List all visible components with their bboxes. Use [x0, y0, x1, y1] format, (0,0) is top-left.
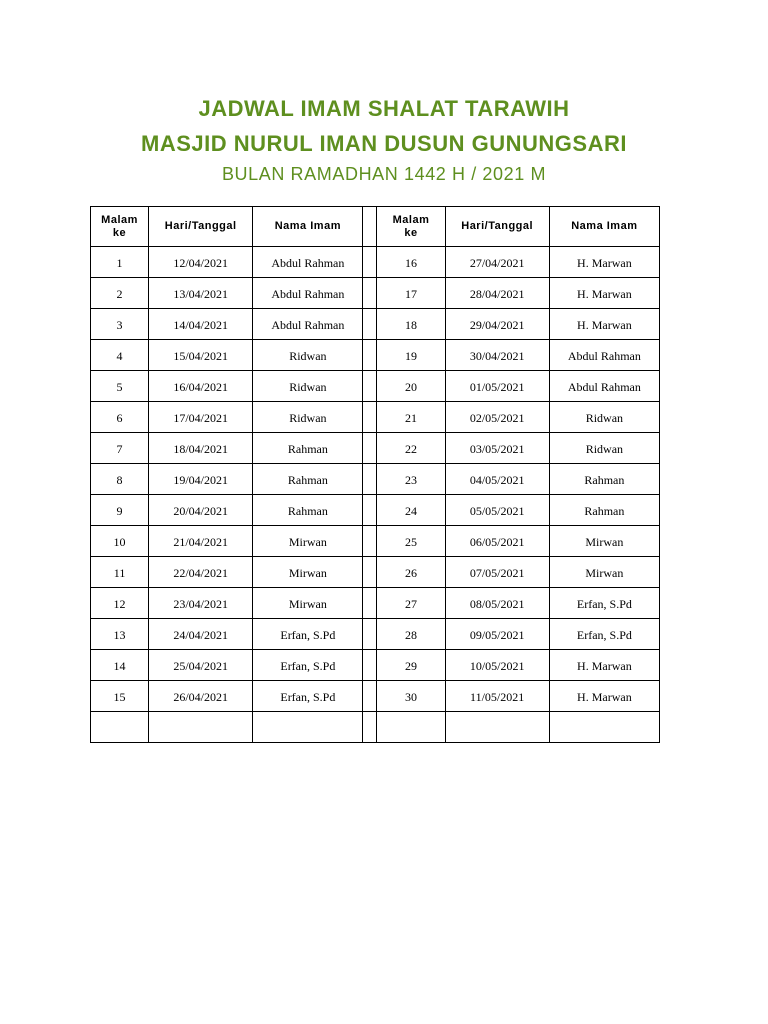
header-malam-ke: Malam ke	[91, 207, 149, 247]
cell-malam: 12	[91, 588, 149, 619]
table-row	[91, 464, 660, 495]
column-divider	[363, 371, 377, 402]
table-row	[91, 588, 660, 619]
column-divider	[363, 650, 377, 681]
cell-tanggal: 08/05/2021	[445, 588, 549, 619]
table-row	[91, 526, 660, 557]
cell-imam: Erfan, S.Pd	[253, 619, 363, 650]
cell-imam: Mirwan	[253, 526, 363, 557]
cell-malam: 14	[91, 650, 149, 681]
table-row	[91, 619, 660, 650]
table-row	[91, 495, 660, 526]
cell-imam: Rahman	[549, 464, 659, 495]
cell-tanggal: 25/04/2021	[149, 650, 253, 681]
header-nama-imam: Nama Imam	[549, 207, 659, 247]
cell-tanggal: 01/05/2021	[445, 371, 549, 402]
cell-tanggal: 18/04/2021	[149, 433, 253, 464]
cell-imam: H. Marwan	[549, 681, 659, 712]
cell-tanggal: 04/05/2021	[445, 464, 549, 495]
column-divider	[363, 495, 377, 526]
cell-imam: Rahman	[253, 495, 363, 526]
mosque-name: MASJID NURUL IMAN DUSUN GUNUNGSARI	[141, 131, 627, 156]
cell-imam: Ridwan	[549, 433, 659, 464]
cell-malam: 28	[377, 619, 445, 650]
cell-tanggal: 11/05/2021	[445, 681, 549, 712]
cell-malam: 17	[377, 278, 445, 309]
table-row	[91, 278, 660, 309]
cell-imam: Erfan, S.Pd	[549, 588, 659, 619]
cell-malam: 21	[377, 402, 445, 433]
header-malam-ke: Malam ke	[377, 207, 445, 247]
column-divider	[363, 464, 377, 495]
column-divider	[363, 526, 377, 557]
cell-malam: 8	[91, 464, 149, 495]
empty-cell	[377, 712, 445, 743]
cell-malam: 15	[91, 681, 149, 712]
cell-tanggal: 12/04/2021	[149, 247, 253, 278]
header-hari-tanggal: Hari/Tanggal	[445, 207, 549, 247]
column-divider	[363, 588, 377, 619]
cell-tanggal: 17/04/2021	[149, 402, 253, 433]
cell-malam: 22	[377, 433, 445, 464]
cell-imam: H. Marwan	[549, 309, 659, 340]
column-divider	[363, 712, 377, 743]
cell-malam: 5	[91, 371, 149, 402]
empty-cell	[445, 712, 549, 743]
column-divider	[363, 247, 377, 278]
cell-imam: H. Marwan	[549, 247, 659, 278]
cell-imam: Erfan, S.Pd	[253, 681, 363, 712]
cell-tanggal: 10/05/2021	[445, 650, 549, 681]
cell-imam: H. Marwan	[549, 278, 659, 309]
table-row	[91, 340, 660, 371]
cell-tanggal: 24/04/2021	[149, 619, 253, 650]
cell-malam: 18	[377, 309, 445, 340]
table-row	[91, 681, 660, 712]
cell-imam: Ridwan	[549, 402, 659, 433]
cell-imam: Rahman	[549, 495, 659, 526]
column-divider	[363, 557, 377, 588]
cell-tanggal: 22/04/2021	[149, 557, 253, 588]
cell-malam: 29	[377, 650, 445, 681]
cell-malam: 4	[91, 340, 149, 371]
cell-tanggal: 23/04/2021	[149, 588, 253, 619]
cell-tanggal: 15/04/2021	[149, 340, 253, 371]
header-nama-imam: Nama Imam	[253, 207, 363, 247]
table-row	[91, 650, 660, 681]
cell-tanggal: 13/04/2021	[149, 278, 253, 309]
cell-malam: 16	[377, 247, 445, 278]
empty-cell	[549, 712, 659, 743]
cell-tanggal: 14/04/2021	[149, 309, 253, 340]
cell-malam: 26	[377, 557, 445, 588]
cell-imam: Abdul Rahman	[549, 340, 659, 371]
column-divider	[363, 278, 377, 309]
cell-tanggal: 19/04/2021	[149, 464, 253, 495]
cell-imam: Ridwan	[253, 340, 363, 371]
cell-tanggal: 26/04/2021	[149, 681, 253, 712]
cell-imam: Abdul Rahman	[549, 371, 659, 402]
cell-malam: 9	[91, 495, 149, 526]
table-row	[91, 247, 660, 278]
column-divider	[363, 619, 377, 650]
cell-tanggal: 28/04/2021	[445, 278, 549, 309]
cell-malam: 25	[377, 526, 445, 557]
cell-tanggal: 06/05/2021	[445, 526, 549, 557]
cell-imam: Mirwan	[253, 588, 363, 619]
cell-malam: 1	[91, 247, 149, 278]
cell-tanggal: 02/05/2021	[445, 402, 549, 433]
imam-schedule-table	[90, 206, 660, 743]
empty-cell	[91, 712, 149, 743]
cell-malam: 30	[377, 681, 445, 712]
column-divider	[363, 433, 377, 464]
column-divider	[363, 207, 377, 247]
cell-tanggal: 20/04/2021	[149, 495, 253, 526]
cell-malam: 11	[91, 557, 149, 588]
table-row	[91, 371, 660, 402]
table-row	[91, 557, 660, 588]
document-subtitle: BULAN RAMADHAN 1442 H / 2021 M	[221, 164, 547, 184]
cell-malam: 3	[91, 309, 149, 340]
column-divider	[363, 340, 377, 371]
cell-tanggal: 30/04/2021	[445, 340, 549, 371]
column-divider	[363, 402, 377, 433]
cell-imam: Mirwan	[253, 557, 363, 588]
cell-malam: 2	[91, 278, 149, 309]
empty-cell	[253, 712, 363, 743]
cell-tanggal: 07/05/2021	[445, 557, 549, 588]
table-row	[91, 309, 660, 340]
cell-imam: Rahman	[253, 433, 363, 464]
document-title: JADWAL IMAM SHALAT TARAWIH	[198, 96, 570, 121]
cell-imam: Mirwan	[549, 557, 659, 588]
cell-imam: Ridwan	[253, 402, 363, 433]
column-divider	[363, 309, 377, 340]
cell-imam: Abdul Rahman	[253, 309, 363, 340]
table-row	[91, 402, 660, 433]
cell-malam: 24	[377, 495, 445, 526]
cell-imam: Erfan, S.Pd	[549, 619, 659, 650]
cell-malam: 20	[377, 371, 445, 402]
cell-imam: Erfan, S.Pd	[253, 650, 363, 681]
table-row	[91, 433, 660, 464]
cell-malam: 10	[91, 526, 149, 557]
cell-tanggal: 09/05/2021	[445, 619, 549, 650]
cell-tanggal: 03/05/2021	[445, 433, 549, 464]
cell-malam: 7	[91, 433, 149, 464]
cell-malam: 6	[91, 402, 149, 433]
cell-tanggal: 16/04/2021	[149, 371, 253, 402]
table-row-empty	[91, 712, 660, 743]
cell-malam: 27	[377, 588, 445, 619]
table-header-row	[91, 207, 660, 247]
cell-malam: 23	[377, 464, 445, 495]
cell-imam: Abdul Rahman	[253, 278, 363, 309]
cell-imam: Rahman	[253, 464, 363, 495]
cell-malam: 13	[91, 619, 149, 650]
cell-imam: Ridwan	[253, 371, 363, 402]
cell-imam: Mirwan	[549, 526, 659, 557]
header-hari-tanggal: Hari/Tanggal	[149, 207, 253, 247]
cell-malam: 19	[377, 340, 445, 371]
empty-cell	[149, 712, 253, 743]
column-divider	[363, 681, 377, 712]
cell-tanggal: 29/04/2021	[445, 309, 549, 340]
cell-imam: H. Marwan	[549, 650, 659, 681]
cell-tanggal: 27/04/2021	[445, 247, 549, 278]
cell-tanggal: 05/05/2021	[445, 495, 549, 526]
cell-imam: Abdul Rahman	[253, 247, 363, 278]
cell-tanggal: 21/04/2021	[149, 526, 253, 557]
